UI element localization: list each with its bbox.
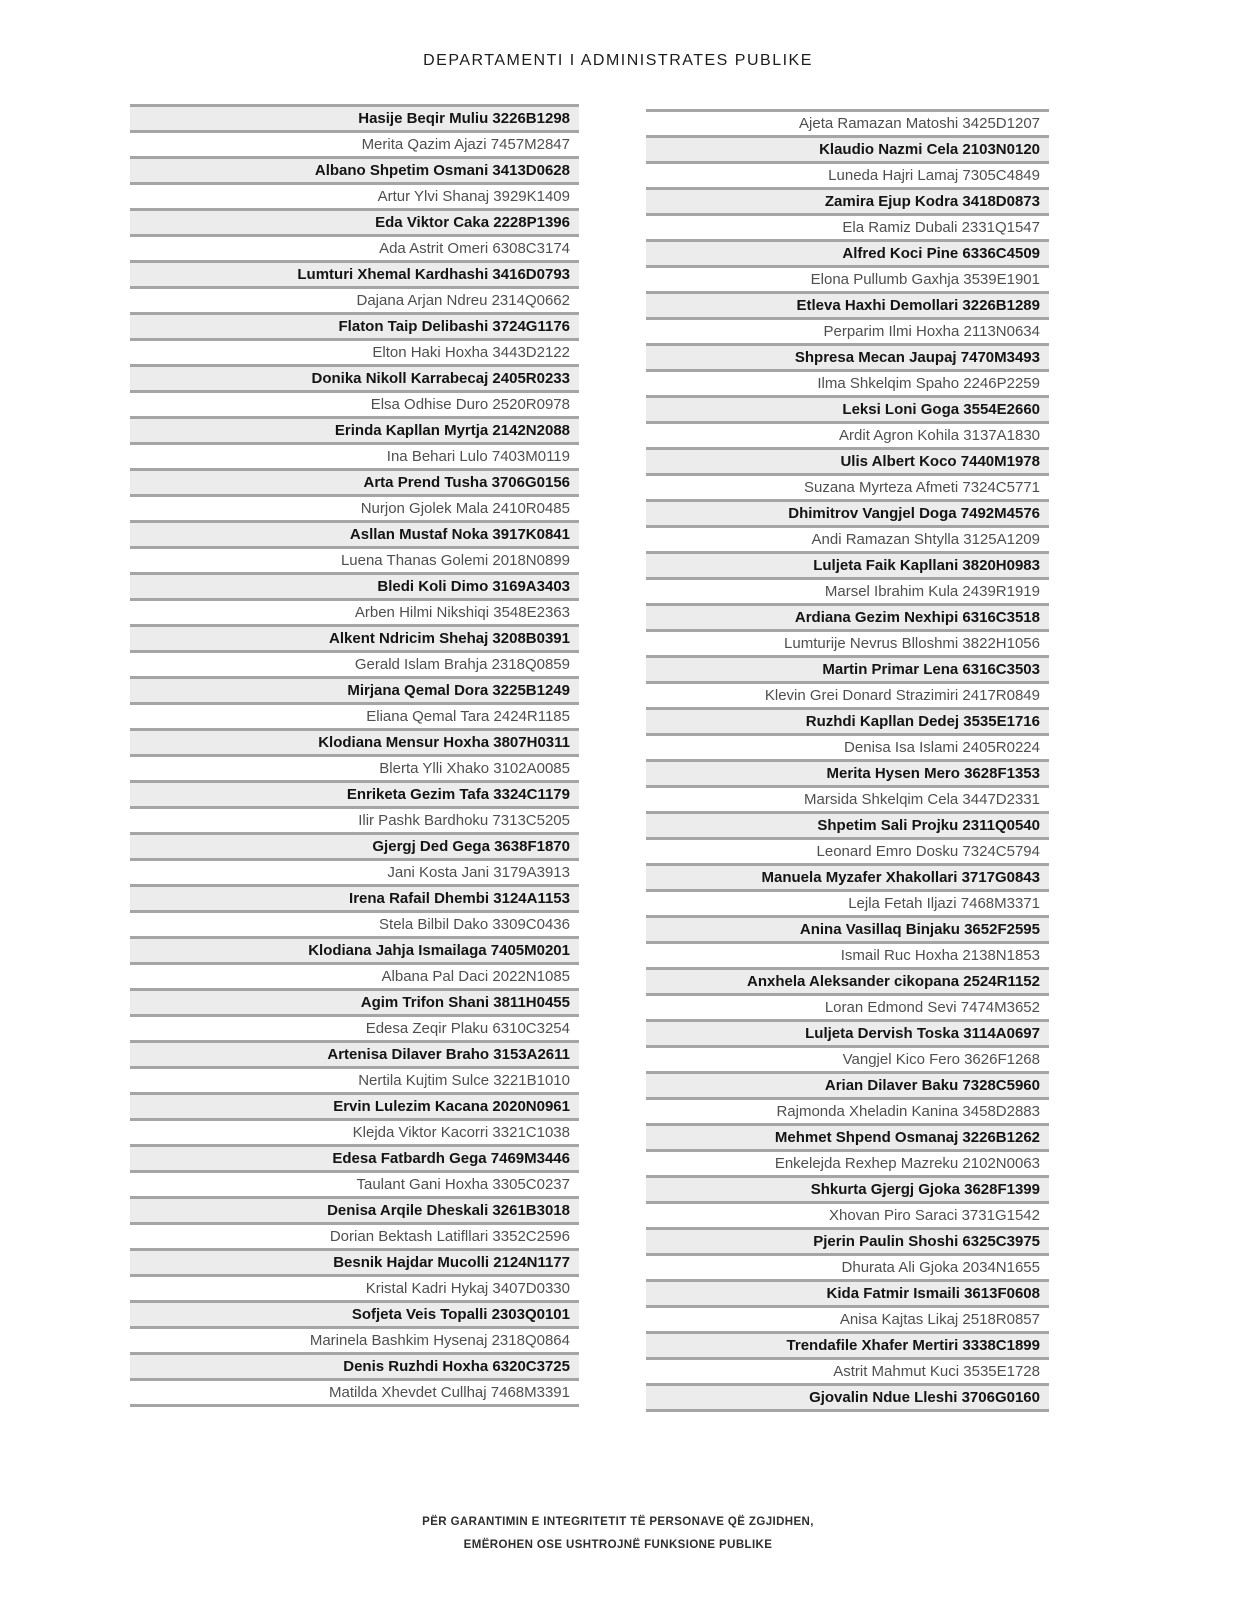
- person-row: Klaudio Nazmi Cela 2103N0120: [646, 135, 1049, 161]
- person-row: Lumturije Nevrus Blloshmi 3822H1056: [646, 629, 1049, 655]
- person-row: Marsel Ibrahim Kula 2439R1919: [646, 577, 1049, 603]
- person-row: Ervin Lulezim Kacana 2020N0961: [130, 1092, 579, 1118]
- person-row: Stela Bilbil Dako 3309C0436: [130, 910, 579, 936]
- person-row: Suzana Myrteza Afmeti 7324C5771: [646, 473, 1049, 499]
- person-row: Klevin Grei Donard Strazimiri 2417R0849: [646, 681, 1049, 707]
- person-row: Elsa Odhise Duro 2520R0978: [130, 390, 579, 416]
- person-row: Taulant Gani Hoxha 3305C0237: [130, 1170, 579, 1196]
- person-row: Dorian Bektash Latifllari 3352C2596: [130, 1222, 579, 1248]
- person-row: Erinda Kapllan Myrtja 2142N2088: [130, 416, 579, 442]
- person-row: Anisa Kajtas Likaj 2518R0857: [646, 1305, 1049, 1331]
- person-row: Astrit Mahmut Kuci 3535E1728: [646, 1357, 1049, 1383]
- person-row: Eliana Qemal Tara 2424R1185: [130, 702, 579, 728]
- person-row: Klodiana Mensur Hoxha 3807H0311: [130, 728, 579, 754]
- person-row: Zamira Ejup Kodra 3418D0873: [646, 187, 1049, 213]
- person-row: Klejda Viktor Kacorri 3321C1038: [130, 1118, 579, 1144]
- person-row: Lumturi Xhemal Kardhashi 3416D0793: [130, 260, 579, 286]
- person-row: Artenisa Dilaver Braho 3153A2611: [130, 1040, 579, 1066]
- person-row: Arben Hilmi Nikshiqi 3548E2363: [130, 598, 579, 624]
- page-footer: [0, 1511, 1236, 1557]
- person-row: Sofjeta Veis Topalli 2303Q0101: [130, 1300, 579, 1326]
- person-row: Rajmonda Xheladin Kanina 3458D2883: [646, 1097, 1049, 1123]
- person-row: Denisa Arqile Dheskali 3261B3018: [130, 1196, 579, 1222]
- person-row: Ela Ramiz Dubali 2331Q1547: [646, 213, 1049, 239]
- person-row: Leksi Loni Goga 3554E2660: [646, 395, 1049, 421]
- person-row: Ulis Albert Koco 7440M1978: [646, 447, 1049, 473]
- person-row: Mehmet Shpend Osmanaj 3226B1262: [646, 1123, 1049, 1149]
- person-row: Blerta Ylli Xhako 3102A0085: [130, 754, 579, 780]
- person-row: Matilda Xhevdet Cullhaj 7468M3391: [130, 1378, 579, 1407]
- person-row: Nurjon Gjolek Mala 2410R0485: [130, 494, 579, 520]
- person-row: Kida Fatmir Ismaili 3613F0608: [646, 1279, 1049, 1305]
- person-row: Dhurata Ali Gjoka 2034N1655: [646, 1253, 1049, 1279]
- person-row: Arta Prend Tusha 3706G0156: [130, 468, 579, 494]
- person-row: Denisa Isa Islami 2405R0224: [646, 733, 1049, 759]
- person-row: Alfred Koci Pine 6336C4509: [646, 239, 1049, 265]
- person-row: Dajana Arjan Ndreu 2314Q0662: [130, 286, 579, 312]
- person-row: Edesa Zeqir Plaku 6310C3254: [130, 1014, 579, 1040]
- person-row: Jani Kosta Jani 3179A3913: [130, 858, 579, 884]
- person-row: Andi Ramazan Shtylla 3125A1209: [646, 525, 1049, 551]
- person-row: Luljeta Dervish Toska 3114A0697: [646, 1019, 1049, 1045]
- person-row: Elona Pullumb Gaxhja 3539E1901: [646, 265, 1049, 291]
- person-row: Dhimitrov Vangjel Doga 7492M4576: [646, 499, 1049, 525]
- person-row: Ruzhdi Kapllan Dedej 3535E1716: [646, 707, 1049, 733]
- person-row: Luneda Hajri Lamaj 7305C4849: [646, 161, 1049, 187]
- person-row: Manuela Myzafer Xhakollari 3717G0843: [646, 863, 1049, 889]
- person-row: Martin Primar Lena 6316C3503: [646, 655, 1049, 681]
- person-row: Ilir Pashk Bardhoku 7313C5205: [130, 806, 579, 832]
- person-row: Enkelejda Rexhep Mazreku 2102N0063: [646, 1149, 1049, 1175]
- person-row: Irena Rafail Dhembi 3124A1153: [130, 884, 579, 910]
- person-row: Ina Behari Lulo 7403M0119: [130, 442, 579, 468]
- person-row: Donika Nikoll Karrabecaj 2405R0233: [130, 364, 579, 390]
- person-row: Kristal Kadri Hykaj 3407D0330: [130, 1274, 579, 1300]
- person-row: Nertila Kujtim Sulce 3221B1010: [130, 1066, 579, 1092]
- person-row: Shpresa Mecan Jaupaj 7470M3493: [646, 343, 1049, 369]
- person-row: Etleva Haxhi Demollari 3226B1289: [646, 291, 1049, 317]
- person-row: Elton Haki Hoxha 3443D2122: [130, 338, 579, 364]
- person-row: Loran Edmond Sevi 7474M3652: [646, 993, 1049, 1019]
- person-row: Vangjel Kico Fero 3626F1268: [646, 1045, 1049, 1071]
- person-row: Marinela Bashkim Hysenaj 2318Q0864: [130, 1326, 579, 1352]
- person-row: Shpetim Sali Projku 2311Q0540: [646, 811, 1049, 837]
- person-row: Leonard Emro Dosku 7324C5794: [646, 837, 1049, 863]
- person-row: Ardit Agron Kohila 3137A1830: [646, 421, 1049, 447]
- person-row: Besnik Hajdar Mucolli 2124N1177: [130, 1248, 579, 1274]
- footer-line-1: PËR GARANTIMIN E INTEGRITETIT TË PERSONAVE QË ZGJIDHEN,: [422, 1516, 814, 1528]
- person-row: Flaton Taip Delibashi 3724G1176: [130, 312, 579, 338]
- person-row: Anina Vasillaq Binjaku 3652F2595: [646, 915, 1049, 941]
- person-row: Klodiana Jahja Ismailaga 7405M0201: [130, 936, 579, 962]
- person-row: Ada Astrit Omeri 6308C3174: [130, 234, 579, 260]
- person-row: Gerald Islam Brahja 2318Q0859: [130, 650, 579, 676]
- person-row: Shkurta Gjergj Gjoka 3628F1399: [646, 1175, 1049, 1201]
- footer-line-2: EMËROHEN OSE USHTROJNË FUNKSIONE PUBLIKE: [463, 1539, 773, 1551]
- person-row: Xhovan Piro Saraci 3731G1542: [646, 1201, 1049, 1227]
- name-list-right: [646, 109, 1049, 1412]
- person-row: Hasije Beqir Muliu 3226B1298: [130, 104, 579, 130]
- person-row: Luljeta Faik Kapllani 3820H0983: [646, 551, 1049, 577]
- person-row: Ajeta Ramazan Matoshi 3425D1207: [646, 109, 1049, 135]
- name-list-left: [130, 104, 579, 1407]
- person-row: Pjerin Paulin Shoshi 6325C3975: [646, 1227, 1049, 1253]
- person-row: Perparim Ilmi Hoxha 2113N0634: [646, 317, 1049, 343]
- person-row: Albano Shpetim Osmani 3413D0628: [130, 156, 579, 182]
- person-row: Artur Ylvi Shanaj 3929K1409: [130, 182, 579, 208]
- person-row: Asllan Mustaf Noka 3917K0841: [130, 520, 579, 546]
- person-row: Bledi Koli Dimo 3169A3403: [130, 572, 579, 598]
- person-row: Agim Trifon Shani 3811H0455: [130, 988, 579, 1014]
- person-row: Gjovalin Ndue Lleshi 3706G0160: [646, 1383, 1049, 1412]
- person-row: Edesa Fatbardh Gega 7469M3446: [130, 1144, 579, 1170]
- person-row: Albana Pal Daci 2022N1085: [130, 962, 579, 988]
- person-row: Trendafile Xhafer Mertiri 3338C1899: [646, 1331, 1049, 1357]
- person-row: Alkent Ndricim Shehaj 3208B0391: [130, 624, 579, 650]
- person-row: Merita Qazim Ajazi 7457M2847: [130, 130, 579, 156]
- person-row: Eda Viktor Caka 2228P1396: [130, 208, 579, 234]
- person-row: Arian Dilaver Baku 7328C5960: [646, 1071, 1049, 1097]
- person-row: Lejla Fetah Iljazi 7468M3371: [646, 889, 1049, 915]
- person-row: Merita Hysen Mero 3628F1353: [646, 759, 1049, 785]
- person-row: Gjergj Ded Gega 3638F1870: [130, 832, 579, 858]
- person-row: Ismail Ruc Hoxha 2138N1853: [646, 941, 1049, 967]
- person-row: Luena Thanas Golemi 2018N0899: [130, 546, 579, 572]
- person-row: Ilma Shkelqim Spaho 2246P2259: [646, 369, 1049, 395]
- person-row: Mirjana Qemal Dora 3225B1249: [130, 676, 579, 702]
- person-row: Denis Ruzhdi Hoxha 6320C3725: [130, 1352, 579, 1378]
- page-title: DEPARTAMENTI I ADMINISTRATES PUBLIKE: [423, 52, 813, 69]
- person-row: Marsida Shkelqim Cela 3447D2331: [646, 785, 1049, 811]
- person-row: Ardiana Gezim Nexhipi 6316C3518: [646, 603, 1049, 629]
- person-row: Anxhela Aleksander cikopana 2524R1152: [646, 967, 1049, 993]
- person-row: Enriketa Gezim Tafa 3324C1179: [130, 780, 579, 806]
